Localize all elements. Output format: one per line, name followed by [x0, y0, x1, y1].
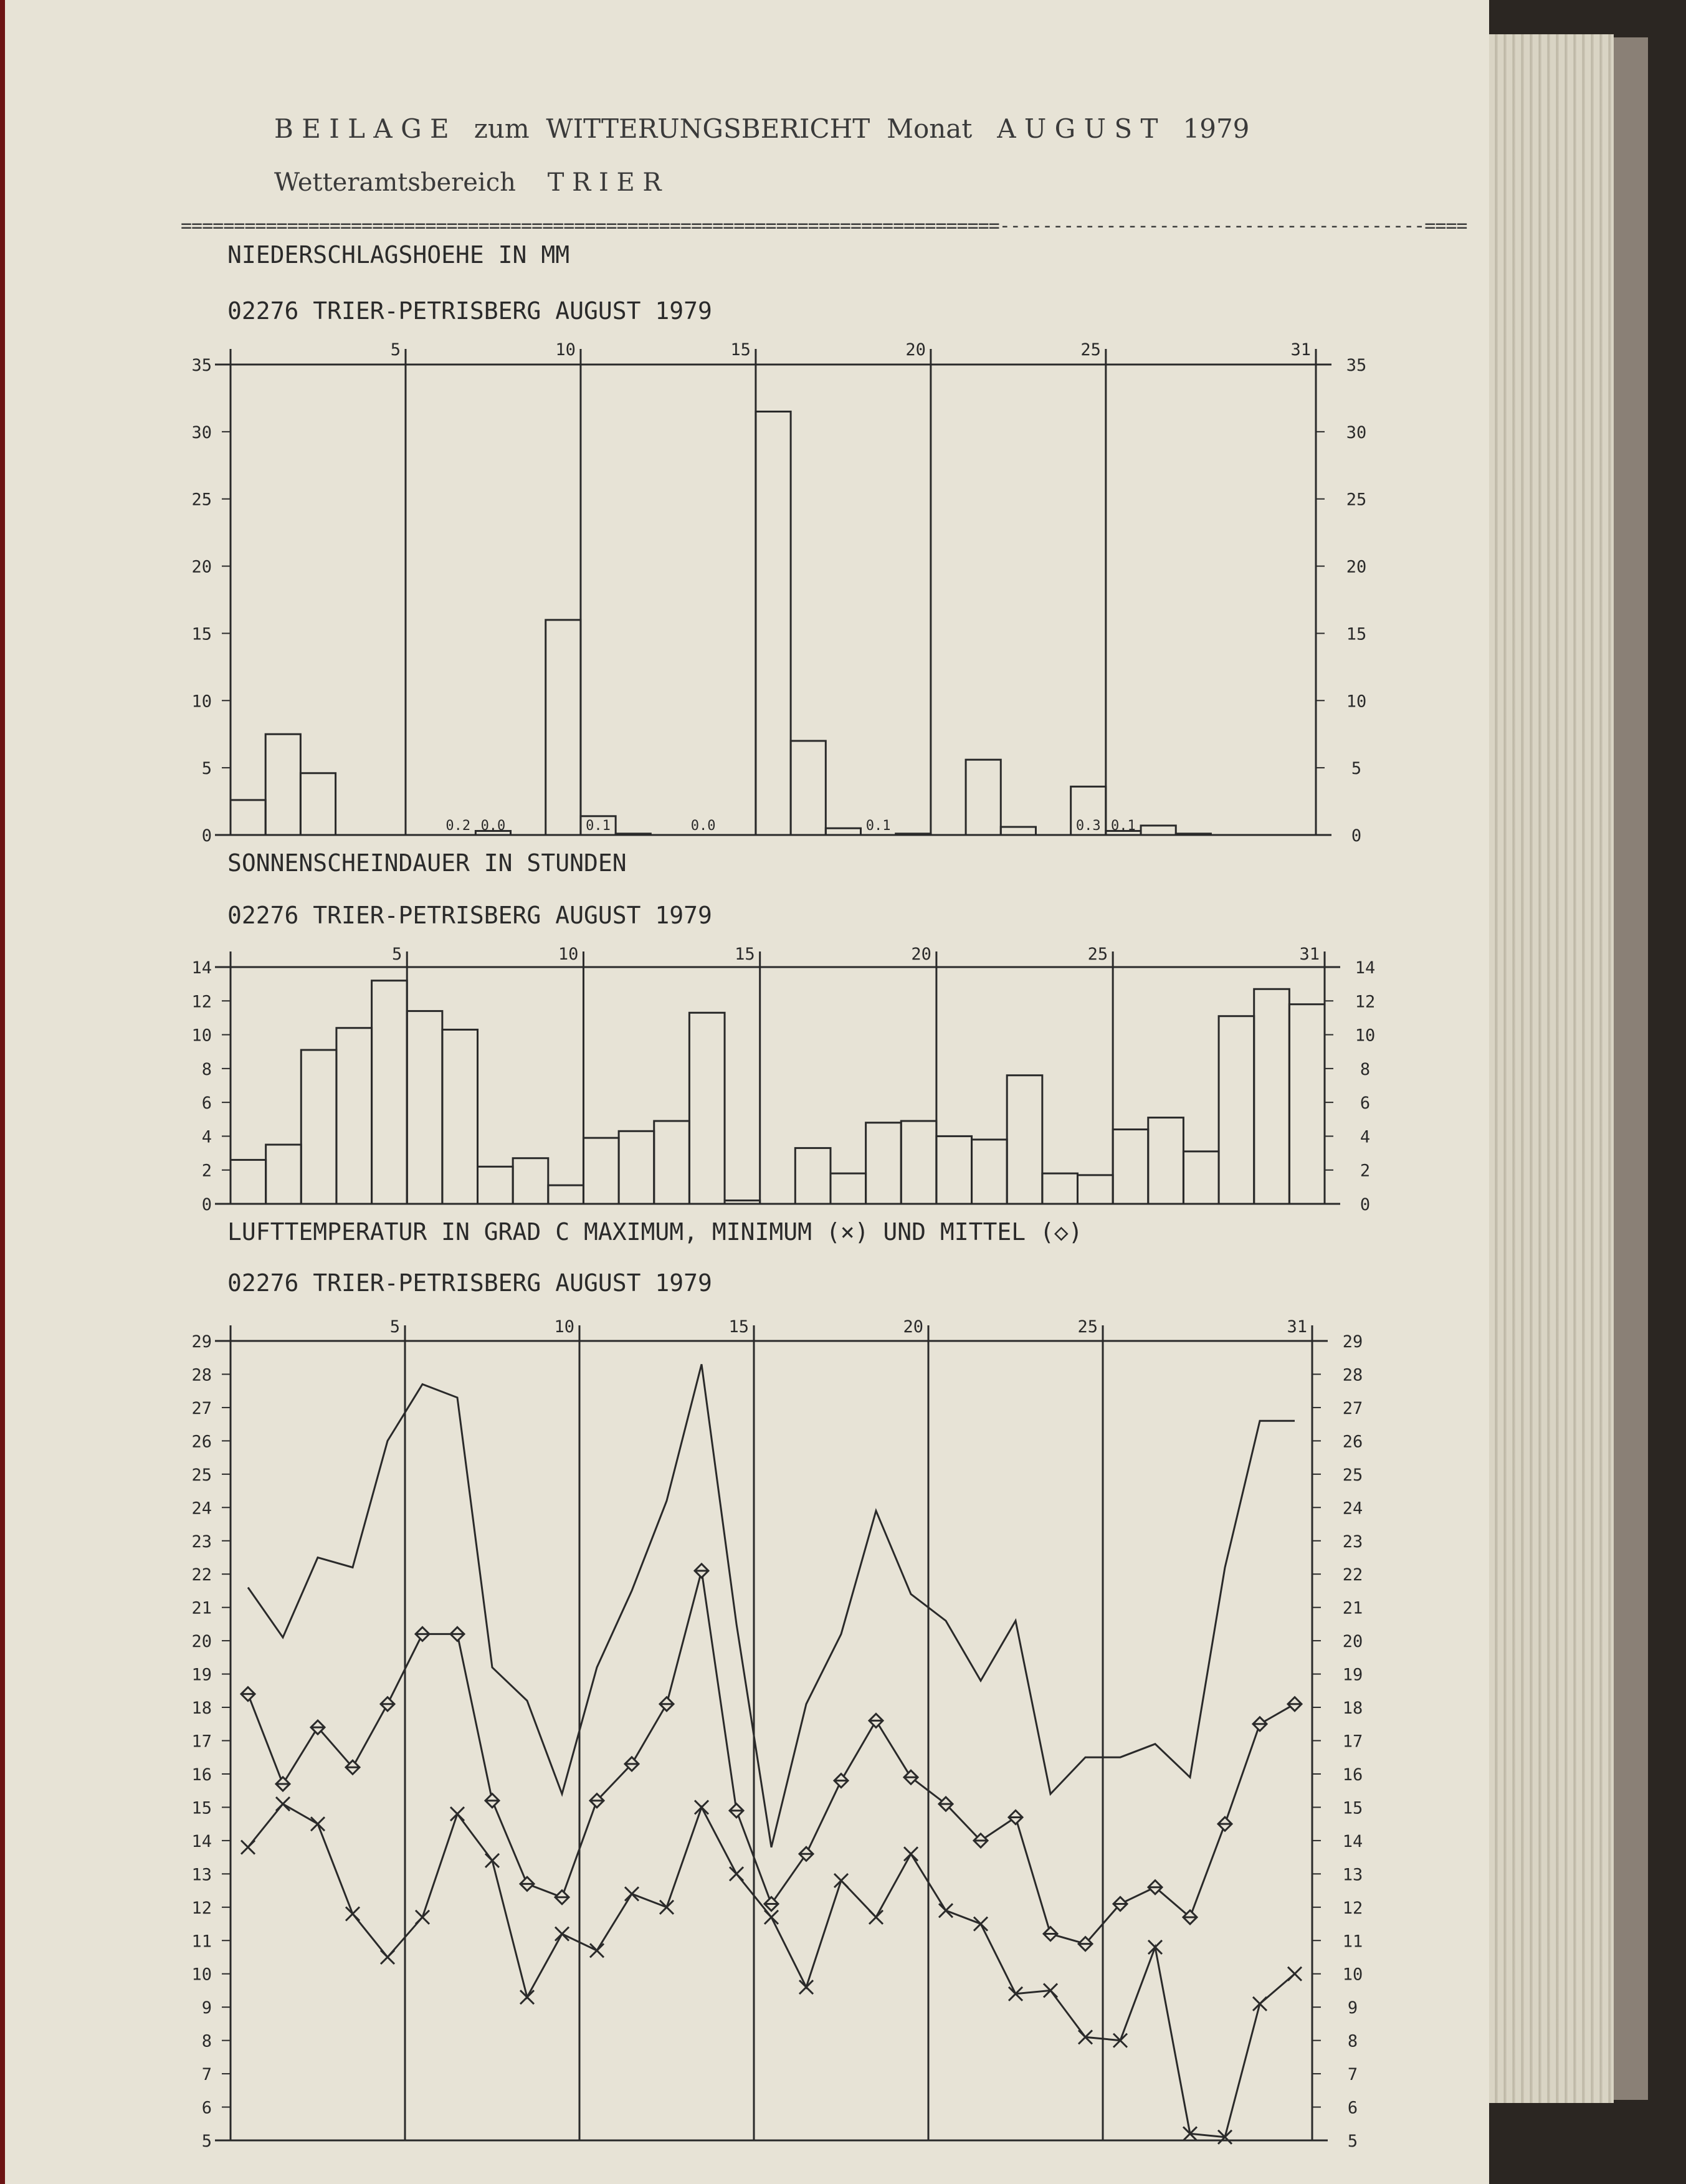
chart-0-bar-day-3 — [300, 773, 335, 835]
chart-2-series-1-point — [416, 1910, 429, 1924]
chart-0-ytick-label-left: 15 — [191, 624, 212, 644]
chart-1-bar-day-21 — [936, 1136, 972, 1204]
chart-2-ytick-label-left: 15 — [191, 1798, 212, 1818]
chart-2-series-2-point — [276, 1777, 290, 1791]
chart-2-series-1-point — [520, 1990, 534, 2004]
chart-2-ytick-label-left: 7 — [201, 2065, 212, 2085]
chart-0-ytick-label-left: 25 — [191, 490, 212, 510]
chart-2-ytick-label-left: 5 — [201, 2132, 212, 2151]
chart-2-series-2-point — [799, 1847, 813, 1861]
chart-1-bar-day-28 — [1183, 1152, 1219, 1204]
chart-2-ytick-label-left: 9 — [201, 1998, 212, 2018]
chart-2-ytick-label-right: 23 — [1342, 1532, 1363, 1552]
chart-0-day-tick-label: 25 — [1080, 340, 1101, 360]
chart-2-ytick-label-left: 29 — [191, 1332, 212, 1352]
chart-0-data-label: 0.1 — [586, 818, 611, 834]
chart-2-series-1-point — [660, 1900, 674, 1914]
chart-0-bar-day-22 — [966, 760, 1001, 835]
chart-2-ytick-label-right: 9 — [1347, 1998, 1358, 2018]
chart-0-ytick-label-right: 35 — [1346, 356, 1367, 375]
chart-2-subtitle: 02276 TRIER-PETRISBERG AUGUST 1979 — [227, 1269, 712, 1297]
chart-1-bar-day-6 — [407, 1011, 442, 1204]
chart-2-ytick-label-right: 19 — [1342, 1665, 1363, 1685]
chart-2-ytick-label-left: 19 — [191, 1665, 212, 1685]
chart-0-ytick-label-right: 20 — [1346, 557, 1367, 577]
chart-1-ytick-label-left: 14 — [191, 958, 212, 978]
chart-0-ytick-label-left: 0 — [201, 826, 212, 846]
chart-2-ytick-label-left: 16 — [191, 1765, 212, 1785]
chart-1-ytick-label-right: 14 — [1355, 958, 1376, 978]
chart-2-ytick-label-left: 10 — [191, 1965, 212, 1985]
chart-0-bar-day-16 — [756, 412, 791, 836]
chart-2-series-2-point — [241, 1687, 255, 1701]
chart-2-ytick-label-right: 21 — [1342, 1598, 1363, 1618]
chart-0-day-tick-label: 10 — [555, 340, 576, 360]
chart-1-ytick-label-left: 8 — [201, 1059, 212, 1079]
chart-1-bar-day-22 — [972, 1140, 1007, 1204]
chart-2-ytick-label-right: 14 — [1342, 1831, 1363, 1851]
chart-1-ytick-label-left: 10 — [191, 1026, 212, 1046]
chart-1-bar-day-26 — [1113, 1130, 1148, 1204]
chart-2-ytick-label-right: 11 — [1342, 1932, 1363, 1952]
chart-2-ytick-label-left: 6 — [201, 2098, 212, 2118]
chart-0-bar-day-2 — [265, 734, 300, 835]
chart-0-bar-day-12 — [616, 834, 650, 835]
chart-1-bar-day-14 — [689, 1013, 725, 1204]
chart-1-ytick-label-left: 12 — [191, 992, 212, 1012]
chart-0-bar-day-10 — [546, 620, 581, 835]
chart-1-ytick-label-right: 4 — [1360, 1127, 1371, 1147]
chart-0-data-label: 0.3 — [1075, 818, 1101, 834]
chart-2-series-1-point — [590, 1943, 604, 1957]
chart-2-series-1-point — [346, 1907, 360, 1920]
chart-0-bar-day-20 — [896, 834, 931, 835]
chart-1-ytick-label-left: 0 — [201, 1195, 212, 1214]
chart-2-ytick-label-left: 18 — [191, 1699, 212, 1719]
chart-0-bar-day-17 — [791, 741, 826, 835]
chart-2-ytick-label-left: 11 — [191, 1932, 212, 1952]
chart-0-ytick-label-right: 30 — [1346, 422, 1367, 442]
chart-1-day-tick-label: 10 — [558, 945, 579, 964]
chart-0-bar-day-23 — [1001, 827, 1036, 835]
chart-1-title: SONNENSCHEINDAUER IN STUNDEN — [227, 849, 627, 877]
chart-2-ytick-label-left: 12 — [191, 1898, 212, 1918]
chart-2-series-1-point — [555, 1927, 569, 1941]
chart-2-series-1-point — [904, 1847, 918, 1861]
chart-0-ytick-label-right: 15 — [1346, 624, 1367, 644]
chart-1-ytick-label-right: 12 — [1355, 992, 1376, 1012]
chart-2-ytick-label-left: 22 — [191, 1565, 212, 1585]
chart-1-bar-day-29 — [1219, 1016, 1254, 1204]
chart-2-ytick-label-right: 20 — [1342, 1632, 1363, 1652]
chart-2-day-tick-label: 31 — [1287, 1317, 1307, 1337]
chart-1-day-tick-label: 25 — [1087, 945, 1108, 964]
chart-1-ytick-label-right: 2 — [1360, 1161, 1371, 1181]
chart-1-bar-day-8 — [478, 1166, 513, 1204]
chart-2-series-2-point — [660, 1697, 674, 1711]
chart-0-data-label: 0.0 — [480, 818, 506, 834]
chart-2-series-2-point — [520, 1877, 534, 1891]
chart-0-bar-day-1 — [231, 800, 265, 835]
chart-0-data-label: 0.1 — [1111, 818, 1136, 834]
chart-2-ytick-label-left: 20 — [191, 1632, 212, 1652]
chart-2-ytick-label-left: 17 — [191, 1732, 212, 1752]
chart-1-bar-day-9 — [513, 1158, 548, 1204]
chart-0-ytick-label-right: 25 — [1346, 490, 1367, 510]
chart-1-bar-day-20 — [901, 1121, 936, 1204]
chart-2-ytick-label-right: 27 — [1342, 1398, 1363, 1418]
chart-2-ytick-label-right: 12 — [1342, 1898, 1363, 1918]
chart-2-series-2-point — [1218, 1817, 1232, 1831]
chart-0-day-tick-label: 15 — [730, 340, 751, 360]
chart-0-data-label: 0.0 — [690, 818, 716, 834]
chart-0-ytick-label-left: 10 — [191, 692, 212, 712]
chart-1-bar-day-4 — [336, 1028, 372, 1204]
chart-2-series-1-point — [625, 1887, 639, 1900]
chart-2-ytick-label-right: 25 — [1342, 1465, 1363, 1485]
chart-2-series-2-point — [1009, 1810, 1022, 1824]
chart-2-series-1-point — [1288, 1967, 1302, 1981]
chart-2-ytick-label-left: 23 — [191, 1532, 212, 1552]
chart-2-day-tick-label: 15 — [728, 1317, 749, 1337]
chart-2-series-2-point — [416, 1627, 429, 1641]
chart-2-series-1-point — [730, 1867, 743, 1881]
chart-1-ytick-label-right: 0 — [1360, 1195, 1371, 1214]
chart-0-ytick-label-left: 5 — [201, 759, 212, 779]
chart-2-ytick-label-right: 22 — [1342, 1565, 1363, 1585]
chart-2-ytick-label-left: 27 — [191, 1398, 212, 1418]
chart-1-day-tick-label: 15 — [735, 945, 755, 964]
chart-0-ytick-label-left: 35 — [191, 356, 212, 375]
chart-2-series-1-point — [276, 1797, 290, 1811]
chart-2-day-tick-label: 5 — [389, 1317, 400, 1337]
chart-0-data-label: 0.1 — [865, 818, 891, 834]
chart-2-ytick-label-left: 24 — [191, 1499, 212, 1519]
chart-2-series-2-point — [834, 1774, 848, 1788]
chart-2-ytick-label-right: 17 — [1342, 1732, 1363, 1752]
chart-2-ytick-label-left: 21 — [191, 1598, 212, 1618]
chart-2-ytick-label-right: 5 — [1347, 2132, 1358, 2151]
chart-1-bar-day-25 — [1077, 1175, 1113, 1204]
chart-2-series-2-point — [1253, 1717, 1267, 1731]
chart-1-bar-day-27 — [1148, 1118, 1184, 1204]
chart-1-bar-day-2 — [266, 1145, 302, 1204]
chart-2-series-2-point — [381, 1697, 394, 1711]
chart-2-ytick-label-right: 6 — [1347, 2098, 1358, 2118]
chart-1-bar-day-24 — [1042, 1173, 1078, 1204]
chart-1-bar-day-10 — [548, 1185, 584, 1204]
chart-2-ytick-label-right: 7 — [1347, 2065, 1358, 2085]
chart-2-series-1-point — [485, 1854, 499, 1867]
chart-2-series-1-point — [450, 1807, 464, 1821]
chart-1-bar-day-31 — [1289, 1004, 1325, 1204]
chart-2-ytick-label-left: 26 — [191, 1432, 212, 1452]
chart-2-ytick-label-left: 8 — [201, 2031, 212, 2051]
chart-2-series-2-point — [1288, 1697, 1302, 1711]
chart-0-day-tick-label: 20 — [905, 340, 926, 360]
chart-0-day-tick-label: 5 — [390, 340, 401, 360]
chart-2-ytick-label-right: 26 — [1342, 1432, 1363, 1452]
chart-2-ytick-label-left: 25 — [191, 1465, 212, 1485]
chart-2-ytick-label-right: 24 — [1342, 1499, 1363, 1519]
chart-2-day-tick-label: 20 — [903, 1317, 923, 1337]
chart-2-ytick-label-left: 28 — [191, 1365, 212, 1385]
chart-2-ytick-label-right: 29 — [1342, 1332, 1363, 1352]
chart-2-ytick-label-left: 14 — [191, 1831, 212, 1851]
chart-2-day-tick-label: 25 — [1077, 1317, 1098, 1337]
chart-1-bar-day-18 — [831, 1173, 866, 1204]
chart-1-ytick-label-right: 8 — [1360, 1059, 1371, 1079]
chart-2-series-1-point — [241, 1841, 255, 1854]
chart-1-bar-day-15 — [725, 1201, 760, 1204]
chart-2-series-2-point — [450, 1627, 464, 1641]
chart-0-title: NIEDERSCHLAGSHOEHE IN MM — [227, 241, 570, 269]
chart-2-series-1-point — [799, 1980, 813, 1994]
chart-1-bar-day-12 — [619, 1131, 654, 1204]
chart-2-series-2-point — [730, 1804, 743, 1818]
chart-0-ytick-label-right: 5 — [1351, 759, 1362, 779]
chart-2-ytick-label-right: 13 — [1342, 1865, 1363, 1885]
chart-2-ytick-label-left: 13 — [191, 1865, 212, 1885]
chart-2-title: LUFTTEMPERATUR IN GRAD C MAXIMUM, MINIMUM (×) UND MITTEL (◇) — [227, 1218, 1083, 1246]
chart-2-series-2-point — [764, 1897, 778, 1910]
chart-1-bar-day-30 — [1254, 989, 1290, 1204]
chart-2-ytick-label-right: 10 — [1342, 1965, 1363, 1985]
chart-0-bar-day-27 — [1141, 826, 1176, 835]
chart-1-bar-day-13 — [654, 1121, 690, 1204]
chart-2-series-2-point — [869, 1714, 883, 1727]
chart-1-bar-day-3 — [301, 1050, 336, 1204]
chart-0-ytick-label-left: 30 — [191, 422, 212, 442]
chart-1-ytick-label-left: 6 — [201, 1094, 212, 1113]
chart-1-bar-day-5 — [372, 981, 407, 1204]
chart-1-bar-day-17 — [795, 1148, 831, 1204]
chart-2-ytick-label-right: 28 — [1342, 1365, 1363, 1385]
chart-2-day-tick-label: 10 — [554, 1317, 574, 1337]
chart-2-series-1-point — [834, 1874, 848, 1887]
chart-2-series-1-point — [381, 1950, 394, 1964]
chart-1-bar-day-11 — [583, 1138, 619, 1204]
chart-2-series-1-point — [311, 1817, 325, 1831]
chart-2-series-1-point — [974, 1917, 988, 1931]
chart-2-series-2-point — [555, 1891, 569, 1904]
chart-0-subtitle: 02276 TRIER-PETRISBERG AUGUST 1979 — [227, 297, 712, 325]
chart-1-day-tick-label: 31 — [1299, 945, 1320, 964]
chart-2-series-1-point — [939, 1904, 953, 1917]
chart-2-series-1-point — [1253, 1997, 1267, 2011]
chart-1-ytick-label-left: 2 — [201, 1161, 212, 1181]
chart-2-series-2-point — [695, 1564, 708, 1578]
chart-1-day-tick-label: 5 — [391, 945, 402, 964]
chart-2-series-2-point — [485, 1794, 499, 1808]
chart-0-data-label: 0.2 — [445, 818, 471, 834]
chart-0-ytick-label-right: 10 — [1346, 692, 1367, 712]
chart-2-series-1-point — [869, 1910, 883, 1924]
chart-2-series-2-point — [1044, 1927, 1057, 1941]
chart-1-ytick-label-right: 6 — [1360, 1094, 1371, 1113]
chart-2-ytick-label-right: 8 — [1347, 2031, 1358, 2051]
chart-2-ytick-label-right: 18 — [1342, 1699, 1363, 1719]
chart-1-ytick-label-left: 4 — [201, 1127, 212, 1147]
chart-1-subtitle: 02276 TRIER-PETRISBERG AUGUST 1979 — [227, 902, 712, 929]
station-area-header: Wetteramtsbereich T R I E R — [274, 168, 662, 197]
chart-0-bar-day-28 — [1176, 834, 1211, 835]
chart-2-series-1-point — [695, 1800, 708, 1814]
chart-2-ytick-label-right: 16 — [1342, 1765, 1363, 1785]
chart-0-bar-day-18 — [826, 828, 860, 835]
chart-0-day-tick-label: 31 — [1290, 340, 1311, 360]
chart-1-bar-day-23 — [1007, 1075, 1042, 1204]
chart-2-ytick-label-right: 15 — [1342, 1798, 1363, 1818]
chart-1-bar-day-7 — [442, 1029, 478, 1204]
chart-1-bar-day-1 — [231, 1160, 266, 1204]
chart-2-series-1-point — [764, 1910, 778, 1924]
chart-1-ytick-label-right: 10 — [1355, 1026, 1376, 1046]
chart-0-ytick-label-right: 0 — [1351, 826, 1362, 846]
separator-line: =============================================================================----------------------------------------==== — [181, 215, 1467, 237]
report-header: B E I L A G E zum WITTERUNGSBERICHT Monat A U G U S T 1979 — [274, 113, 1250, 144]
chart-1-bar-day-19 — [866, 1123, 902, 1204]
chart-1-day-tick-label: 20 — [911, 945, 931, 964]
chart-0-ytick-label-left: 20 — [191, 557, 212, 577]
